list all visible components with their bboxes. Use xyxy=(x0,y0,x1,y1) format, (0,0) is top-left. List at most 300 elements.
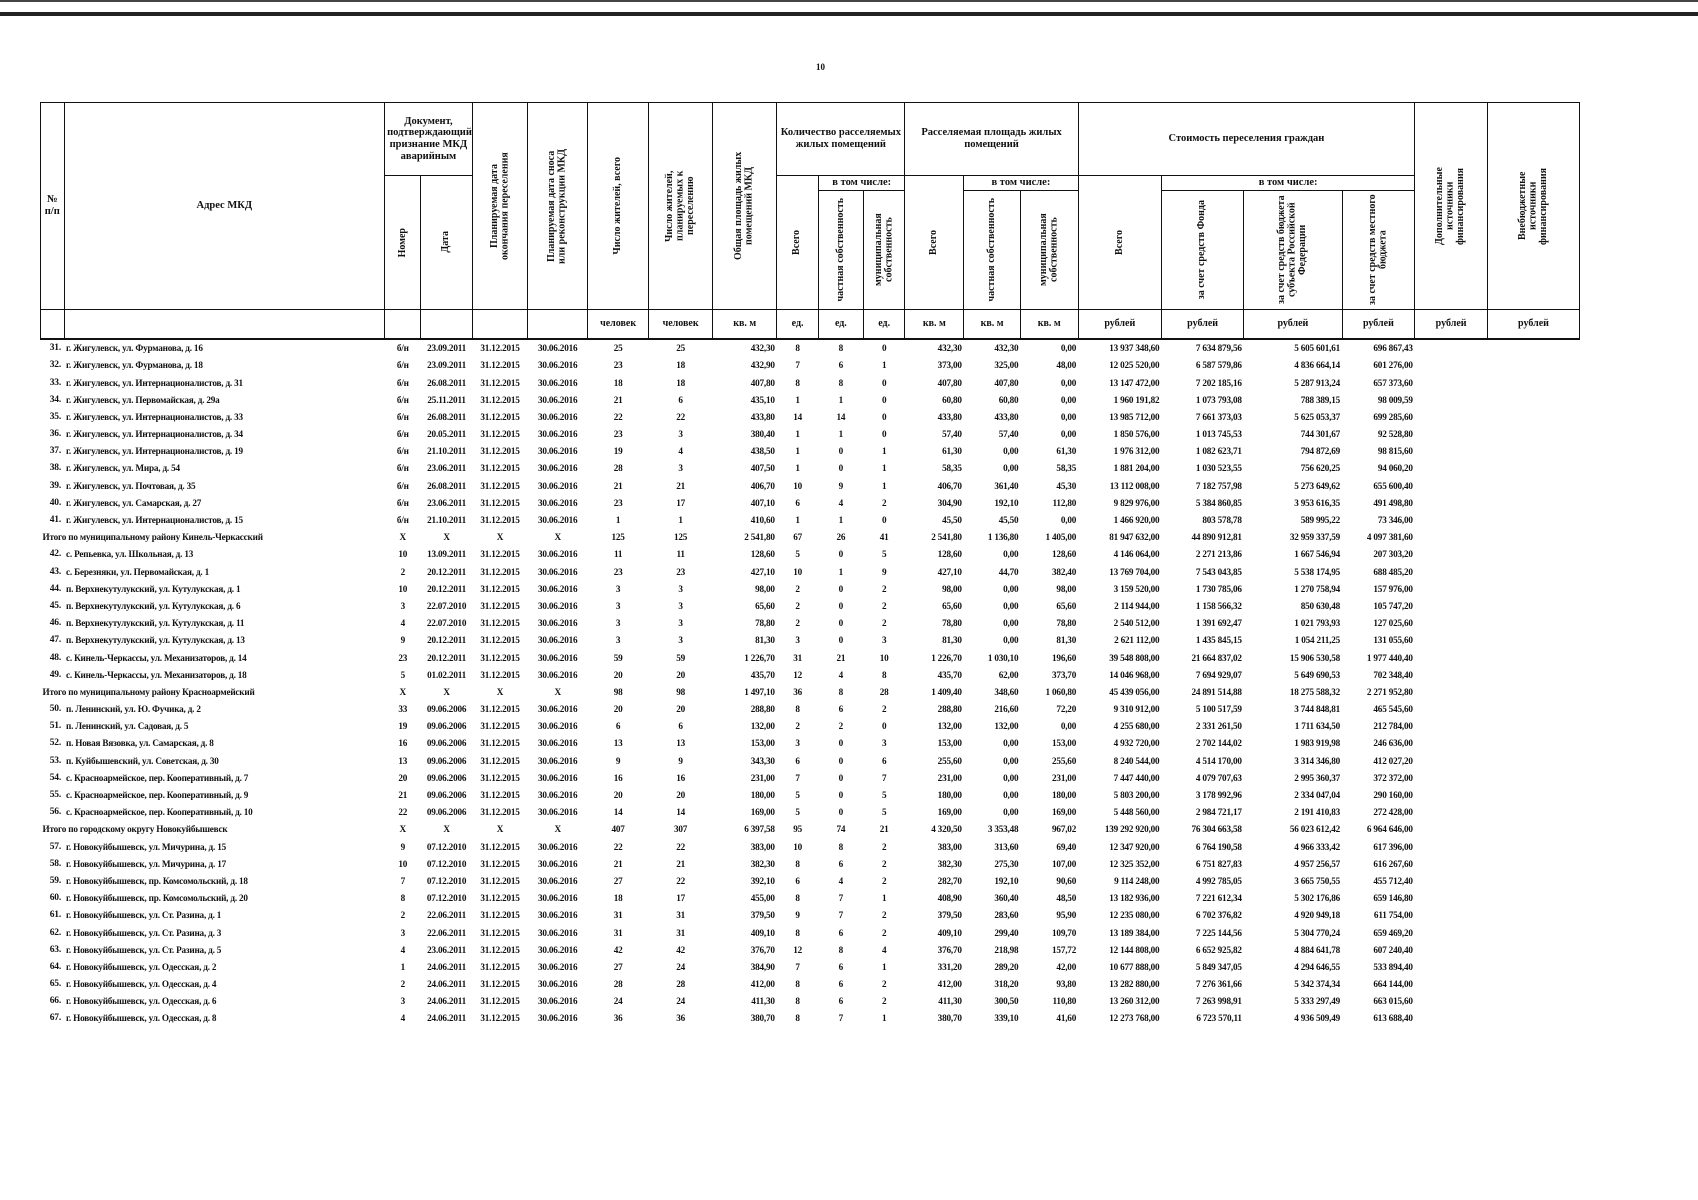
cell-planned-end: 31.12.2015 xyxy=(472,339,528,357)
cell-cost-fund: 2 702 144,02 xyxy=(1195,738,1242,749)
cell-doc-number: 2 xyxy=(400,566,405,577)
cell-extra-sources xyxy=(1415,700,1488,717)
cell-row-number: 37. xyxy=(49,446,61,457)
cell-row-number: 55. xyxy=(49,790,61,801)
cell-count-municipal: 0 xyxy=(863,339,905,357)
cell-area-total: 282,70 xyxy=(937,875,962,886)
cell-residents-planned: 9 xyxy=(678,755,683,766)
cell-count-total: 8 xyxy=(795,1013,800,1024)
cell-row-number: 53. xyxy=(49,755,61,766)
cell-area-private: 407,80 xyxy=(994,377,1019,388)
cell-cost-regional: 4 294 646,55 xyxy=(1294,961,1341,972)
cell-planned-demolition: X xyxy=(554,532,561,543)
cell-residents-planned: 22 xyxy=(676,411,685,422)
cell-count-municipal: 2 xyxy=(881,910,887,921)
cell-row-number: 42. xyxy=(49,549,61,560)
cell-offbudget-sources xyxy=(1487,339,1579,357)
cell-offbudget-sources xyxy=(1487,941,1579,958)
cell-area-municipal: 382,40 xyxy=(1052,566,1077,577)
cell-count-municipal: 0 xyxy=(881,429,887,440)
cell-address: г. Жигулевск, ул. Фурманова, д. 18 xyxy=(66,360,203,371)
cell-total-area: 180,00 xyxy=(750,790,775,801)
cell-total-area: 432,90 xyxy=(750,360,775,371)
cell-area-total: 98,00 xyxy=(942,583,962,594)
cell-doc-date: 26.08.2011 xyxy=(427,411,466,422)
cell-cost-fund: 24 891 514,88 xyxy=(1191,686,1242,697)
header-cost-total: Всего xyxy=(1078,176,1161,310)
cell-cost-local: 607 240,40 xyxy=(1373,944,1413,955)
cell-offbudget-sources xyxy=(1487,993,1579,1010)
cell-address: с. Березняки, ул. Первомайская, д. 1 xyxy=(66,566,210,577)
cell-extra-sources xyxy=(1415,752,1488,769)
header-cost-group: Стоимость переселения граждан xyxy=(1078,103,1415,176)
cell-cost-regional: 3 953 616,35 xyxy=(1294,497,1341,508)
cell-area-municipal: 0,00 xyxy=(1060,411,1077,422)
table-row xyxy=(41,511,1580,528)
cell-count-municipal: 1 xyxy=(881,893,887,904)
cell-count-total: 8 xyxy=(795,704,800,715)
cell-count-private: 6 xyxy=(838,979,844,990)
cell-extra-sources xyxy=(1415,460,1488,477)
cell-area-municipal: 169,00 xyxy=(1052,807,1077,818)
cell-row-number: 48. xyxy=(49,652,61,663)
cell-doc-number: 13 xyxy=(398,755,408,766)
header-doc-number: Номер xyxy=(385,176,421,310)
header-residents-planned: Число жителей, планируемых к переселению xyxy=(649,103,713,310)
cell-offbudget-sources xyxy=(1487,649,1579,666)
cell-doc-date: 09.06.2006 xyxy=(426,807,467,818)
cell-doc-date: 09.06.2006 xyxy=(426,772,467,783)
cell-offbudget-sources xyxy=(1487,718,1579,735)
cell-count-total: 14 xyxy=(793,411,802,422)
cell-planned-demolition: 30.06.2016 xyxy=(538,652,578,663)
cell-count-private: 4 xyxy=(838,875,844,886)
cell-cost-regional: 5 304 770,24 xyxy=(1294,927,1341,938)
cell-offbudget-sources xyxy=(1487,563,1579,580)
cell-cost-total: 13 985 712,00 xyxy=(1109,411,1160,422)
cell-cost-local: 657 373,60 xyxy=(1373,377,1413,388)
cell-total-area: 153,00 xyxy=(750,738,775,749)
cell-cost-total: 1 850 576,00 xyxy=(1113,429,1160,440)
cell-count-municipal: 0 xyxy=(881,721,887,732)
table-row xyxy=(41,391,1580,408)
cell-area-private: 433,80 xyxy=(994,411,1019,422)
cell-area-municipal: 93,80 xyxy=(1056,979,1077,990)
cell-count-private: 0 xyxy=(838,635,844,646)
cell-count-municipal: 2 xyxy=(881,927,887,938)
cell-offbudget-sources xyxy=(1487,804,1579,821)
cell-cost-fund: 6 652 925,82 xyxy=(1195,944,1242,955)
cell-cost-regional: 850 630,48 xyxy=(1300,600,1341,611)
cell-area-private: 0,00 xyxy=(1003,807,1019,818)
cell-total-area: 412,00 xyxy=(750,979,775,990)
cell-count-total: 67 xyxy=(793,532,802,543)
cell-count-municipal: 2 xyxy=(881,858,887,869)
header-doc-group: Документ, подтверждающий признание МКД аварийным xyxy=(385,103,473,176)
cell-doc-number: б/н xyxy=(396,480,409,491)
cell-planned-demolition: 30.06.2016 xyxy=(538,996,578,1007)
table-row xyxy=(41,597,1580,614)
cell-count-total: 10 xyxy=(793,566,802,577)
cell-area-municipal: 42,00 xyxy=(1056,961,1077,972)
cell-doc-number: б/н xyxy=(396,515,409,526)
cell-area-total: 57,40 xyxy=(942,429,962,440)
cell-area-municipal: 48,50 xyxy=(1056,893,1077,904)
cell-total-area: 383,00 xyxy=(750,841,775,852)
cell-cost-regional: 744 301,67 xyxy=(1300,429,1341,440)
cell-count-municipal: 8 xyxy=(881,669,887,680)
table-row xyxy=(41,700,1580,717)
cell-row-number: 62. xyxy=(49,927,61,938)
cell-area-total: 408,90 xyxy=(937,893,962,904)
cell-count-private: 0 xyxy=(838,790,844,801)
table-row xyxy=(41,339,1580,357)
table-row xyxy=(41,941,1580,958)
cell-area-private: 0,00 xyxy=(1003,635,1019,646)
cell-cost-total: 1 960 191,82 xyxy=(1113,394,1160,405)
cell-cost-regional: 4 884 641,78 xyxy=(1294,944,1341,955)
cell-count-total: 5 xyxy=(795,807,800,818)
cell-doc-date: 23.06.2011 xyxy=(427,463,466,474)
cell-area-total: 412,00 xyxy=(937,979,962,990)
cell-count-private: 8 xyxy=(838,377,844,388)
table-row xyxy=(41,786,1580,803)
cell-cost-fund: 4 079 707,63 xyxy=(1195,772,1242,783)
subtotal-row xyxy=(41,529,1580,546)
cell-planned-demolition: 30.06.2016 xyxy=(538,446,578,457)
cell-count-total: 2 xyxy=(795,721,800,732)
cell-doc-number: 5 xyxy=(400,669,405,680)
cell-row-number: 63. xyxy=(49,944,61,955)
cell-planned-demolition: 30.06.2016 xyxy=(538,944,578,955)
cell-cost-total: 2 540 512,00 xyxy=(1113,618,1160,629)
cell-offbudget-sources xyxy=(1487,477,1579,494)
cell-address: п. Верхнекутулукский, ул. Кутулукская, д. 6 xyxy=(66,600,241,611)
cell-residents-total: 27 xyxy=(613,875,623,886)
cell-doc-number: 22 xyxy=(398,807,408,818)
cell-address: п. Верхнекутулукский, ул. Кутулукская, д. 1 xyxy=(66,583,241,594)
cell-cost-regional: 5 302 176,86 xyxy=(1294,893,1341,904)
cell-doc-date: X xyxy=(443,824,450,835)
cell-planned-end: 31.12.2015 xyxy=(480,583,520,594)
cell-planned-demolition: 30.06.2016 xyxy=(538,721,578,732)
cell-count-private: 0 xyxy=(838,583,844,594)
cell-residents-planned: 6 xyxy=(678,394,683,405)
cell-total-area: 435,10 xyxy=(750,394,775,405)
cell-count-private: 0 xyxy=(838,600,844,611)
cell-total-area: 392,10 xyxy=(750,875,775,886)
cell-cost-local: 613 688,40 xyxy=(1373,1013,1413,1024)
header-area-group: Расселяемая площадь жилых помещений xyxy=(905,103,1078,176)
cell-count-private: 6 xyxy=(838,927,844,938)
header-count-private: частная собственность xyxy=(818,190,863,309)
cell-offbudget-sources xyxy=(1487,975,1579,992)
cell-cost-total: 12 347 920,00 xyxy=(1109,841,1160,852)
cell-area-total: 81,30 xyxy=(942,635,962,646)
cell-cost-fund: 4 992 785,05 xyxy=(1195,875,1242,886)
cell-cost-fund: 1 158 566,32 xyxy=(1195,600,1242,611)
cell-residents-planned: 125 xyxy=(674,532,688,543)
unit-area-private: кв. м xyxy=(964,309,1021,339)
cell-row-number: 61. xyxy=(49,910,61,921)
cell-doc-date: 22.06.2011 xyxy=(427,910,466,921)
cell-residents-total: 20 xyxy=(613,790,623,801)
cell-cost-local: 207 303,20 xyxy=(1373,549,1413,560)
cell-count-municipal: 1 xyxy=(881,480,887,491)
cell-planned-demolition: 30.06.2016 xyxy=(538,549,578,560)
cell-count-total: 2 xyxy=(795,618,800,629)
cell-cost-regional: 4 936 509,49 xyxy=(1294,1013,1341,1024)
cell-cost-total: 12 025 520,00 xyxy=(1109,360,1160,371)
cell-offbudget-sources xyxy=(1487,511,1579,528)
cell-row-number: 66. xyxy=(49,996,61,1007)
cell-count-municipal: 2 xyxy=(881,583,887,594)
cell-offbudget-sources xyxy=(1487,460,1579,477)
cell-count-total: 95 xyxy=(793,824,802,835)
cell-residents-total: 3 xyxy=(615,618,621,629)
cell-address: г. Новокуйбышевск, ул. Одесская, д. 4 xyxy=(66,979,217,990)
header-cost-incl: в том числе: xyxy=(1161,176,1414,191)
cell-planned-demolition: 30.06.2016 xyxy=(538,497,578,508)
cell-cost-total: 4 932 720,00 xyxy=(1113,738,1160,749)
cell-offbudget-sources xyxy=(1487,391,1579,408)
cell-total-area: 380,70 xyxy=(750,1013,775,1024)
cell-planned-end: 31.12.2015 xyxy=(480,635,520,646)
cell-address: г. Жигулевск, ул. Интернационалистов, д. 31 xyxy=(66,377,243,388)
cell-planned-end: 31.12.2015 xyxy=(480,429,520,440)
cell-doc-date: 07.12.2010 xyxy=(426,841,467,852)
cell-doc-date: X xyxy=(443,532,450,543)
cell-area-total: 60,80 xyxy=(942,394,962,405)
cell-residents-total: 125 xyxy=(611,532,625,543)
unit-count-total: ед. xyxy=(777,309,819,339)
cell-cost-fund: 7 694 929,07 xyxy=(1195,669,1242,680)
cell-residents-total: 24 xyxy=(613,996,623,1007)
cell-cost-local: 157 976,00 xyxy=(1373,583,1413,594)
cell-row-number: 49. xyxy=(49,669,61,680)
cell-residents-planned: 16 xyxy=(676,772,685,783)
cell-area-private: 57,40 xyxy=(998,429,1019,440)
cell-row-number: 54. xyxy=(49,772,61,783)
cell-planned-demolition: 30.06.2016 xyxy=(538,480,578,491)
cell-residents-total: 22 xyxy=(613,841,623,852)
cell-address: г. Жигулевск, ул. Интернационалистов, д. 19 xyxy=(66,446,243,457)
table-row xyxy=(41,838,1580,855)
cell-row-number: 46. xyxy=(49,618,61,629)
cell-count-municipal: 2 xyxy=(881,875,887,886)
cell-cost-local: 699 285,60 xyxy=(1373,411,1413,422)
cell-count-private: 0 xyxy=(838,772,844,783)
cell-row-number: 57. xyxy=(49,841,61,852)
cell-cost-total: 14 046 968,00 xyxy=(1109,669,1160,680)
cell-residents-planned: 3 xyxy=(678,583,683,594)
cell-row-number: 47. xyxy=(49,635,61,646)
cell-residents-total: 25 xyxy=(588,339,649,357)
cell-address: г. Новокуйбышевск, ул. Ст. Разина, д. 1 xyxy=(66,910,222,921)
cell-doc-number: 4 xyxy=(400,618,405,629)
cell-offbudget-sources xyxy=(1487,374,1579,391)
cell-address: г. Новокуйбышевск, пр. Комсомольский, д. 18 xyxy=(66,875,248,886)
cell-residents-total: 3 xyxy=(615,583,621,594)
cell-address: г. Новокуйбышевск, ул. Ст. Разина, д. 3 xyxy=(66,927,222,938)
header-num: № п/п xyxy=(41,103,65,310)
cell-area-total: 376,70 xyxy=(937,944,962,955)
cell-area-municipal: 81,30 xyxy=(1056,635,1077,646)
cell-cost-local: 465 545,60 xyxy=(1373,704,1413,715)
cell-offbudget-sources xyxy=(1487,666,1579,683)
cell-cost-total: 12 144 808,00 xyxy=(1109,944,1160,955)
cell-planned-end: 31.12.2015 xyxy=(480,515,520,526)
cell-total-area: 435,70 xyxy=(750,669,775,680)
cell-area-total: 153,00 xyxy=(937,738,962,749)
cell-cost-local: 601 276,00 xyxy=(1373,360,1413,371)
cell-doc-number: X xyxy=(399,824,406,835)
cell-cost-regional: 4 966 333,42 xyxy=(1294,841,1341,852)
cell-planned-demolition: 30.06.2016 xyxy=(538,755,578,766)
cell-doc-date: 22.06.2011 xyxy=(427,927,466,938)
cell-area-private: 318,20 xyxy=(994,979,1019,990)
cell-row-number: 52. xyxy=(49,738,61,749)
cell-count-municipal: 5 xyxy=(881,549,887,560)
cell-area-municipal: 180,00 xyxy=(1052,790,1077,801)
cell-cost-local: 246 636,00 xyxy=(1373,738,1413,749)
cell-extra-sources xyxy=(1415,632,1488,649)
cell-offbudget-sources xyxy=(1487,872,1579,889)
cell-residents-planned: 4 xyxy=(678,446,683,457)
cell-row-number: 33. xyxy=(49,377,61,388)
cell-cost-fund: 44 890 912,81 xyxy=(1191,532,1242,543)
cell-residents-total: 20 xyxy=(613,669,623,680)
cell-cost-total: 139 292 920,00 xyxy=(1104,824,1160,835)
cell-area-municipal: 78,80 xyxy=(1056,618,1077,629)
cell-total-area: 407,10 xyxy=(750,497,775,508)
cell-address: с. Красноармейское, пер. Кооперативный, д. 10 xyxy=(66,807,253,818)
cell-doc-number: б/н xyxy=(396,446,409,457)
cell-count-private: 8 xyxy=(818,339,863,357)
cell-area-private: 0,00 xyxy=(1003,463,1019,474)
cell-area-municipal: 65,60 xyxy=(1056,600,1077,611)
cell-doc-number: 9 xyxy=(400,841,405,852)
cell-count-total: 36 xyxy=(793,686,802,697)
table-row xyxy=(41,769,1580,786)
table-row xyxy=(41,443,1580,460)
cell-planned-demolition: 30.06.2016 xyxy=(538,635,578,646)
cell-planned-end: 31.12.2015 xyxy=(480,394,520,405)
cell-extra-sources xyxy=(1415,391,1488,408)
cell-cost-fund: 4 514 170,00 xyxy=(1195,755,1242,766)
cell-cost-local: 272 428,00 xyxy=(1373,807,1413,818)
cell-count-private: 7 xyxy=(838,1013,844,1024)
unit-blank-5 xyxy=(472,309,528,339)
cell-address: г. Новокуйбышевск, ул. Мичурина, д. 15 xyxy=(66,841,226,852)
cell-offbudget-sources xyxy=(1487,700,1579,717)
cell-count-municipal: 2 xyxy=(881,704,887,715)
table-row xyxy=(41,477,1580,494)
cell-address: с. Кинель-Черкассы, ул. Механизаторов, д. 18 xyxy=(66,669,247,680)
cell-total-area: 6 397,58 xyxy=(744,824,775,835)
cell-planned-end: 31.12.2015 xyxy=(480,618,520,629)
cell-residents-planned: 20 xyxy=(676,790,685,801)
header-cost-fund: за счет средств Фонда xyxy=(1161,190,1243,309)
cell-total-area: 169,00 xyxy=(750,807,775,818)
cell-count-total: 2 xyxy=(795,600,800,611)
cell-residents-planned: 59 xyxy=(676,652,685,663)
table-row xyxy=(41,890,1580,907)
cell-cost-local: 696 867,43 xyxy=(1342,339,1415,357)
header-area-incl: в том числе: xyxy=(964,176,1078,191)
cell-residents-planned: 20 xyxy=(676,669,685,680)
cell-offbudget-sources xyxy=(1487,1010,1579,1027)
header-cost-local: за счет средств местного бюджета xyxy=(1342,190,1415,309)
cell-area-total: 61,30 xyxy=(942,446,962,457)
cell-cost-total: 2 621 112,00 xyxy=(1114,635,1160,646)
cell-count-private: 1 xyxy=(838,566,844,577)
cell-address: с. Репьевка, ул. Школьная, д. 13 xyxy=(66,549,194,560)
cell-area-private: 0,00 xyxy=(1003,738,1019,749)
cell-count-municipal: 3 xyxy=(881,738,887,749)
cell-count-total: 8 xyxy=(777,339,819,357)
cell-residents-planned: 42 xyxy=(676,944,685,955)
cell-planned-demolition: 30.06.2016 xyxy=(538,841,578,852)
cell-count-municipal: 1 xyxy=(881,360,887,371)
cell-cost-regional: 18 275 588,32 xyxy=(1289,686,1341,697)
cell-planned-demolition: X xyxy=(554,686,561,697)
cell-cost-total: 9 310 912,00 xyxy=(1113,704,1160,715)
cell-planned-demolition: 30.06.2016 xyxy=(538,377,578,388)
cell-cost-local: 98 009,59 xyxy=(1377,394,1413,405)
cell-doc-date: X xyxy=(443,686,450,697)
cell-cost-regional: 1 983 919,98 xyxy=(1294,738,1341,749)
cell-offbudget-sources xyxy=(1487,890,1579,907)
subtotal-row xyxy=(41,683,1580,700)
cell-cost-regional: 5 625 053,37 xyxy=(1294,411,1341,422)
header-count-incl: в том числе: xyxy=(818,176,905,191)
cell-count-private: 6 xyxy=(838,704,844,715)
cell-offbudget-sources xyxy=(1487,838,1579,855)
cell-cost-total: 12 235 080,00 xyxy=(1109,910,1160,921)
cell-residents-total: 20 xyxy=(613,704,623,715)
cell-cost-local: 659 146,80 xyxy=(1373,893,1413,904)
cell-doc-date: 24.06.2011 xyxy=(427,1013,466,1024)
cell-planned-end: 31.12.2015 xyxy=(480,652,520,663)
header-planned-demolition: Планируемая дата сноса или реконструкции МКД xyxy=(528,103,588,310)
cell-count-municipal: 1 xyxy=(881,961,887,972)
cell-planned-end: 31.12.2015 xyxy=(480,411,520,422)
cell-residents-planned: 3 xyxy=(678,463,683,474)
cell-area-total: 45,50 xyxy=(942,515,962,526)
cell-residents-planned: 11 xyxy=(676,549,685,560)
cell-row-number: 65. xyxy=(49,979,61,990)
cell-cost-total: 12 273 768,00 xyxy=(1109,1013,1160,1024)
cell-row-number: 34. xyxy=(49,394,61,405)
cell-doc-date: 26.08.2011 xyxy=(427,480,466,491)
cell-cost-local: 664 144,00 xyxy=(1373,979,1413,990)
cell-cost-total: 13 189 384,00 xyxy=(1109,927,1160,938)
header-extra-sources: Дополнительные источники финансирования xyxy=(1415,103,1488,310)
cell-cost-fund: 1 073 793,08 xyxy=(1195,394,1242,405)
cell-planned-end: 31.12.2015 xyxy=(480,910,520,921)
table-row xyxy=(41,993,1580,1010)
cell-planned-end: 31.12.2015 xyxy=(480,772,520,783)
cell-cost-regional: 5 333 297,49 xyxy=(1294,996,1341,1007)
cell-planned-demolition: 30.06.2016 xyxy=(538,429,578,440)
cell-residents-total: 18 xyxy=(613,377,623,388)
cell-residents-planned: 22 xyxy=(676,841,685,852)
cell-count-private: 0 xyxy=(838,807,844,818)
cell-area-municipal: 0,00 xyxy=(1060,515,1077,526)
cell-offbudget-sources xyxy=(1487,632,1579,649)
cell-cost-regional: 5 538 174,95 xyxy=(1294,566,1341,577)
